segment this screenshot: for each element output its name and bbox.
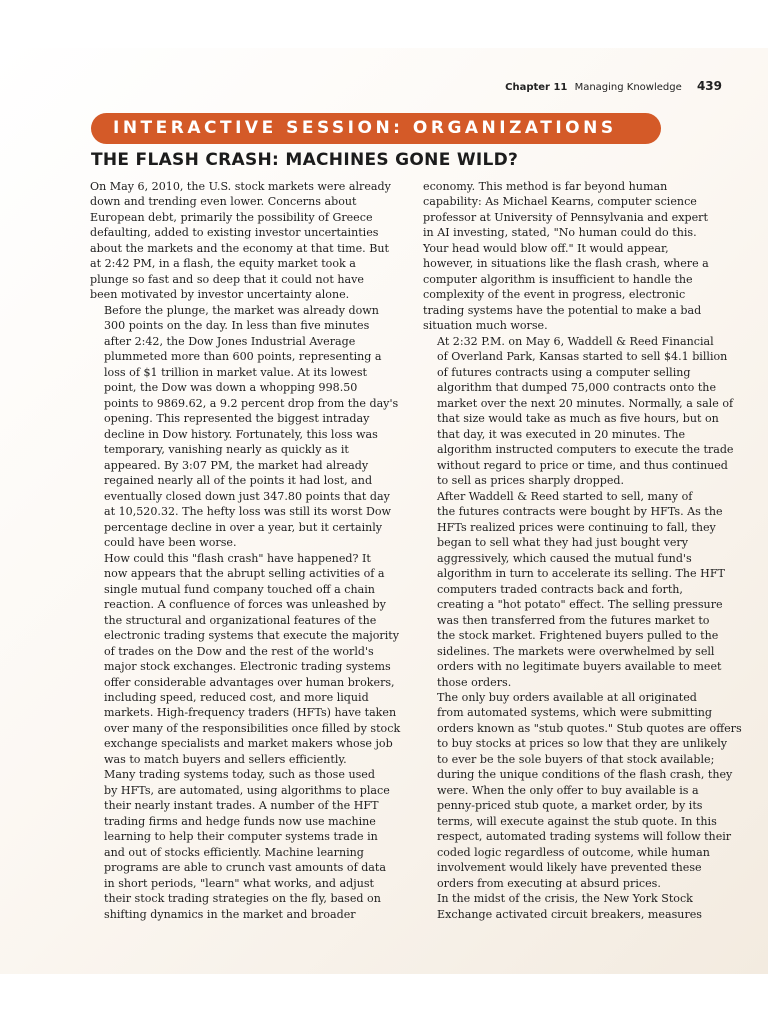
- text-line: The only buy orders available at all originated: [437, 690, 697, 704]
- text-line: sidelines. The markets were overwhelmed by sell: [437, 644, 715, 658]
- text-line: points to 9869.62, a 9.2 percent drop from the day's: [104, 396, 399, 410]
- text-line: those orders.: [437, 675, 512, 689]
- text-line: algorithm in turn to accelerate its selling. The HFT: [437, 567, 725, 581]
- text-line: orders known as "stub quotes." Stub quotes are offers: [437, 721, 742, 735]
- text-line: could have been worse.: [104, 536, 237, 550]
- text-line: began to sell what they had just bought very: [437, 536, 689, 550]
- body-paragraph: [423, 690, 742, 891]
- text-line: algorithm that dumped 75,000 contracts onto the: [437, 381, 717, 395]
- chapter-label: Chapter 11: [505, 82, 568, 93]
- text-line: aggressively, which caused the mutual fund's: [437, 551, 692, 565]
- text-line: single mutual fund company touched off a chain: [104, 582, 375, 596]
- text-line: Exchange activated circuit breakers, measures: [437, 907, 703, 921]
- left-column: [90, 179, 401, 922]
- text-line: In the midst of the crisis, the New York Stock: [437, 892, 693, 906]
- body-paragraph: [90, 551, 401, 768]
- text-line: of trades on the Dow and the rest of the world's: [104, 644, 374, 658]
- page-number: 439: [696, 79, 722, 93]
- text-line: market over the next 20 minutes. Normally, a sale of: [437, 396, 734, 410]
- text-line: were. When the only offer to buy available is a: [437, 783, 699, 797]
- text-line: involvement would likely have prevented these: [437, 861, 702, 875]
- text-line: without regard to price or time, and thus continued: [437, 458, 728, 472]
- text-line: penny-priced stub quote, a market order, by its: [437, 799, 703, 813]
- text-line: been motivated by investor uncertainty alone.: [90, 288, 350, 302]
- text-line: algorithm instructed computers to execute the trade: [437, 443, 734, 457]
- text-line: terms, will execute against the stub quote. In this: [437, 814, 717, 828]
- text-line: and out of stocks efficiently. Machine learning: [104, 845, 364, 859]
- text-line: decline in Dow history. Fortunately, this loss was: [104, 427, 378, 441]
- text-line: How could this "flash crash" have happened? It: [104, 551, 371, 565]
- text-line: respect, automated trading systems will follow their: [437, 830, 732, 844]
- body-paragraph: [423, 891, 725, 922]
- text-line: creating a "hot potato" effect. The selling pressure: [437, 598, 723, 612]
- text-line: loss of $1 trillion in market value. At its lowest: [104, 365, 367, 379]
- text-line: At 2:32 P.M. on May 6, Waddell & Reed Financial: [437, 334, 714, 348]
- body-paragraph: [90, 303, 399, 551]
- text-line: was then transferred from the futures market to: [437, 613, 710, 627]
- text-line: by HFTs, are automated, using algorithms to place: [104, 783, 390, 797]
- text-line: however, in situations like the flash crash, where a: [423, 257, 709, 271]
- text-line: from automated systems, which were submitting: [437, 706, 713, 720]
- text-line: regained nearly all of the points it had lost, and: [104, 474, 373, 488]
- text-line: including speed, reduced cost, and more liquid: [104, 690, 369, 704]
- text-line: down and trending even lower. Concerns about: [90, 195, 357, 209]
- text-line: Your head would blow off." It would appear,: [423, 241, 669, 255]
- text-line: now appears that the abrupt selling activities of a: [104, 567, 385, 581]
- text-line: was to match buyers and sellers efficiently.: [104, 752, 347, 766]
- text-line: complexity of the event in progress, electronic: [423, 288, 686, 302]
- body-paragraph: [423, 334, 734, 489]
- text-line: to sell as prices sharply dropped.: [437, 474, 625, 488]
- text-line: economy. This method is far beyond human: [423, 180, 668, 193]
- text-line: professor at University of Pennsylvania and expert: [423, 210, 708, 224]
- text-line: the structural and organizational features of the: [104, 613, 377, 627]
- section-label: Managing Knowledge: [574, 82, 682, 93]
- body-paragraph: [90, 767, 392, 922]
- text-line: their nearly instant trades. A number of the HFT: [104, 799, 379, 813]
- text-line: defaulting, added to existing investor uncertainties: [90, 226, 379, 240]
- text-line: capability: As Michael Kearns, computer science: [423, 195, 697, 209]
- text-line: HFTs realized prices were continuing to fall, they: [437, 520, 716, 534]
- text-line: point, the Dow was down a whopping 998.50: [104, 381, 358, 395]
- text-line: Before the plunge, the market was already down: [104, 303, 379, 317]
- text-line: electronic trading systems that execute the majority: [104, 629, 399, 643]
- text-line: situation much worse.: [423, 319, 548, 333]
- text-line: appeared. By 3:07 PM, the market had already: [104, 458, 369, 472]
- text-line: during the unique conditions of the flash crash, they: [437, 768, 733, 782]
- text-line: that day, it was executed in 20 minutes. The: [437, 427, 686, 441]
- text-line: trading systems have the potential to make a bad: [423, 303, 702, 317]
- body-paragraph: [423, 179, 725, 334]
- text-line: On May 6, 2010, the U.S. stock markets were already: [90, 180, 391, 193]
- text-line: plummeted more than 600 points, representing a: [104, 350, 382, 364]
- text-line: in AI investing, stated, "No human could do this.: [423, 226, 697, 240]
- text-line: temporary, vanishing nearly as quickly as it: [104, 443, 349, 457]
- text-line: exchange specialists and market makers whose job: [104, 737, 393, 751]
- text-line: major stock exchanges. Electronic trading systems: [104, 660, 391, 674]
- text-line: the futures contracts were bought by HFTs. As the: [437, 505, 723, 519]
- text-line: plunge so fast and so deep that it could not have: [90, 272, 364, 286]
- text-line: of Overland Park, Kansas started to sell $4.1 billion: [437, 350, 728, 364]
- text-line: at 10,520.32. The hefty loss was still its worst Dow: [104, 505, 392, 519]
- text-line: 300 points on the day. In less than five minutes: [104, 319, 370, 333]
- right-column: [423, 179, 742, 922]
- text-line: about the markets and the economy at that time. But: [90, 241, 389, 255]
- text-line: percentage decline in over a year, but it certainly: [104, 520, 383, 534]
- text-line: markets. High-frequency traders (HFTs) have taken: [104, 706, 397, 720]
- body-paragraph: [423, 489, 725, 690]
- text-line: to ever be the sole buyers of that stock available;: [437, 752, 715, 766]
- running-head: [505, 79, 722, 93]
- text-line: After Waddell & Reed started to sell, many of: [437, 489, 693, 503]
- body-paragraph: [90, 179, 392, 303]
- text-line: the stock market. Frightened buyers pulled to the: [437, 629, 719, 643]
- text-line: European debt, primarily the possibility of Greece: [90, 210, 373, 224]
- text-line: in short periods, "learn" what works, and adjust: [104, 876, 374, 890]
- text-line: eventually closed down just 347.80 points that day: [104, 489, 390, 503]
- interactive-session-banner: INTERACTIVE SESSION: ORGANIZATIONS: [91, 113, 661, 144]
- text-line: coded logic regardless of outcome, while human: [437, 845, 710, 859]
- text-line: orders with no legitimate buyers available to meet: [437, 660, 722, 674]
- text-line: orders from executing at absurd prices.: [437, 876, 661, 890]
- text-line: computer algorithm is insufficient to handle the: [423, 272, 693, 286]
- text-line: that size would take as much as five hours, but on: [437, 412, 719, 426]
- text-line: to buy stocks at prices so low that they are unlikely: [437, 737, 728, 751]
- text-line: of futures contracts using a computer selling: [437, 365, 691, 379]
- text-line: opening. This represented the biggest intraday: [104, 412, 370, 426]
- text-line: shifting dynamics in the market and broader: [104, 907, 356, 921]
- text-line: trading firms and hedge funds now use machine: [104, 814, 376, 828]
- text-line: computers traded contracts back and forth,: [437, 582, 683, 596]
- text-line: learning to help their computer systems trade in: [104, 830, 378, 844]
- text-line: Many trading systems today, such as those used: [104, 768, 375, 782]
- article-title: THE FLASH CRASH: MACHINES GONE WILD?: [91, 150, 519, 170]
- text-line: their stock trading strategies on the fly, based on: [104, 892, 381, 906]
- text-line: at 2:42 PM, in a flash, the equity market took a: [90, 257, 356, 271]
- text-line: programs are able to crunch vast amounts of data: [104, 861, 386, 875]
- text-line: offer considerable advantages over human brokers,: [104, 675, 395, 689]
- text-line: over many of the responsibilities once filled by stock: [104, 721, 401, 735]
- text-line: reaction. A confluence of forces was unleashed by: [104, 598, 386, 612]
- text-line: after 2:42, the Dow Jones Industrial Average: [104, 334, 356, 348]
